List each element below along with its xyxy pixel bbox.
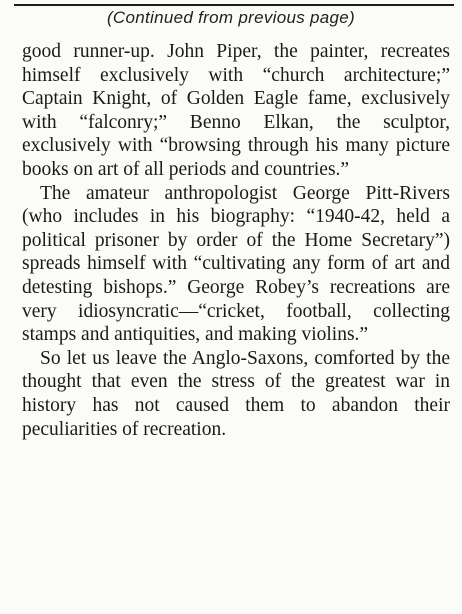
continued-note: (Continued from previous page) bbox=[106, 8, 356, 27]
paragraph-3: So let us leave the Anglo-Saxons, comforted by the thought that even the stress of the greatest war in history has not caused them to abandon their peculiarities of recreation. bbox=[22, 347, 450, 440]
paragraph-2: The amateur anthropologist George Pitt-Rivers (who includes in his biography: “1940-42, held a political prisoner by order of the Home Secretary”) spreads himself with “cultivating any form of art and detesting bishops.” George Robey’s recreations are very idiosyncratic—“cricket, football, collecting stamps and antiquities, and making violins.” bbox=[22, 182, 450, 346]
top-rule bbox=[14, 4, 454, 6]
article-body bbox=[22, 40, 450, 441]
paragraph-1: good runner-up. John Piper, the painter, recreates himself exclusively with “church architecture;” Captain Knight, of Golden Eagle fame, exclusively with “falconry;” Benno Elkan, the sculptor, exclusively with “browsing through his many picture books on art of all periods and countries.” bbox=[22, 41, 450, 180]
